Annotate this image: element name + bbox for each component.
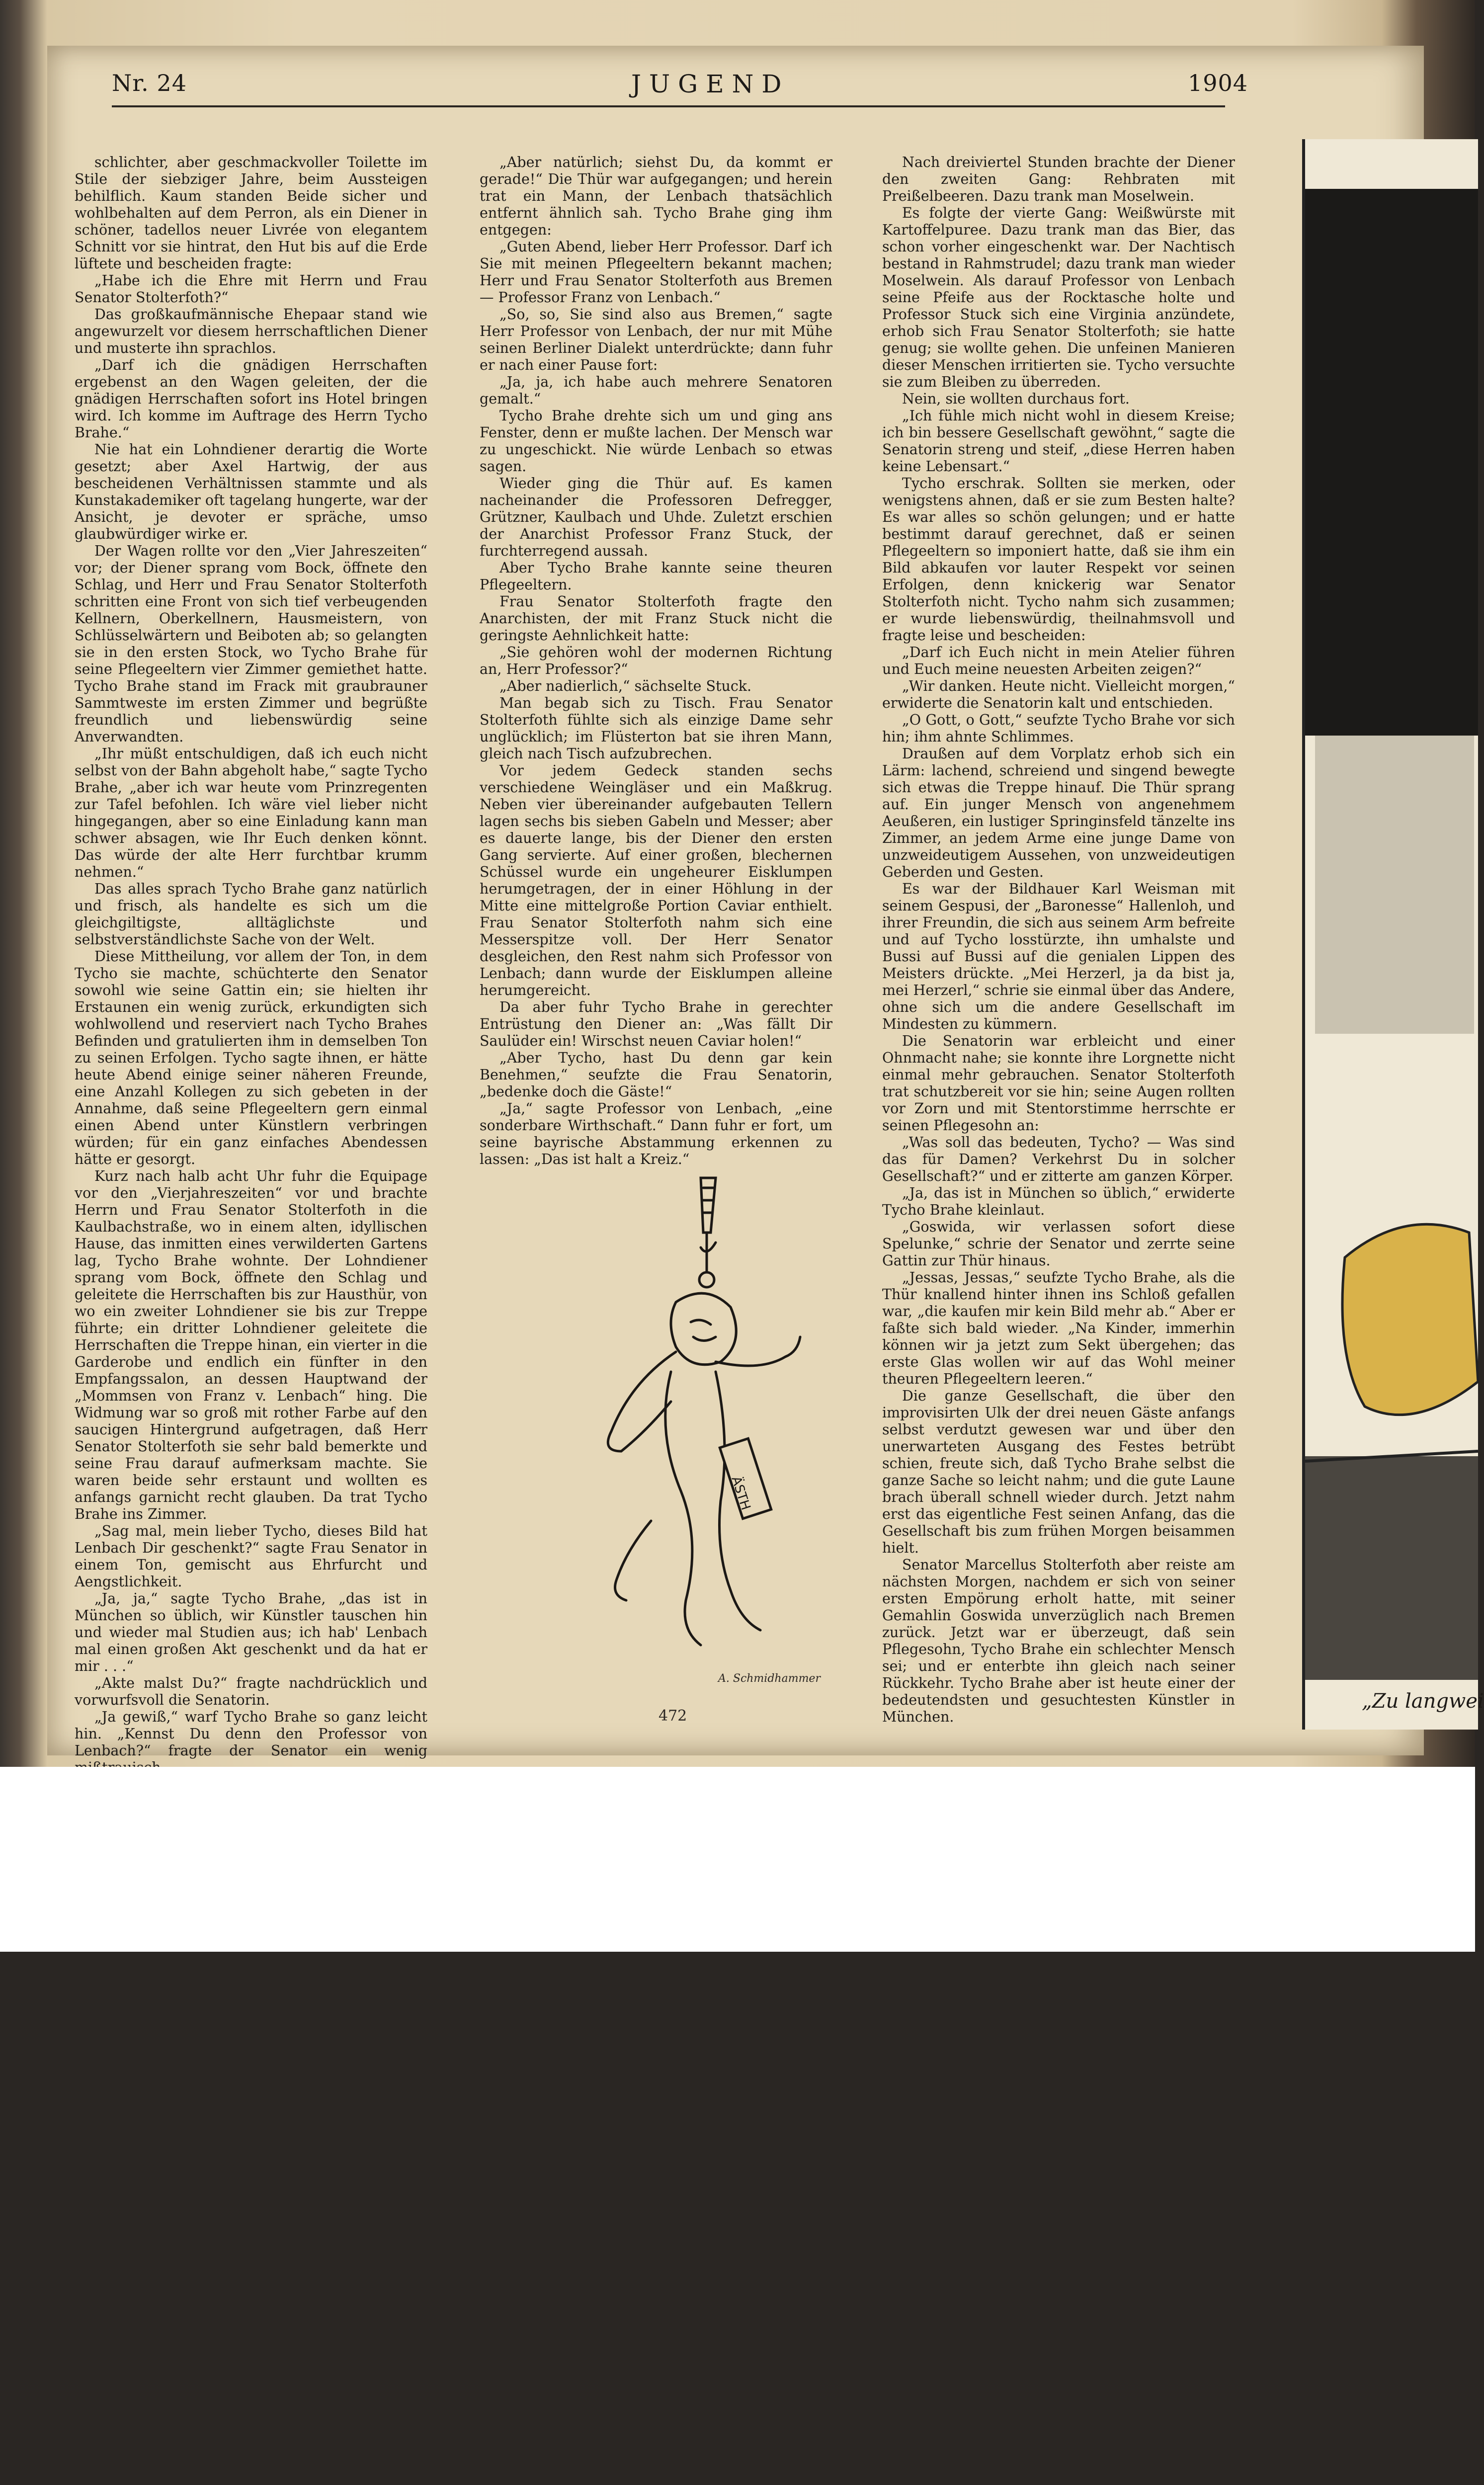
paragraph: „Ja, ja, ich habe auch mehrere Senatoren gemalt.“ <box>480 374 832 407</box>
paragraph: Diese Mittheilung, vor allem der Ton, in dem Tycho sie machte, schüchterte den Senator sowohl wie seine Gattin ein; sie hielten ihr Erstaunen ein wenig zurück, erkundigten sich wohlwollend und reserviert nach Tycho Brahes Befinden und gratulierten ihm in demselben Ton zu seinen Erfolgen. Tycho sagte ihnen, er hätte heute Abend einige seiner näheren Freunde, eine Anzahl Kollegen zu sich gebeten in der Annahme, daß seine Pflegeeltern gern einmal einen Abend unter Künstlern verbringen würden; für ein ganz einfaches Abendessen hätte er gesorgt. <box>75 948 427 1167</box>
paragraph: „Jessas, Jessas,“ seufzte Tycho Brahe, als die Thür knallend hinter ihnen ins Schloß gefallen war, „die kaufen mir kein Bild mehr ab.“ Aber er faßte sich bald wieder. „Na Kinder, immerhin können wir ja jetzt zum Sekt übergehen; das erste Glas wollen wir auf das Wohl meiner theuren Pflegeeltern leeren.“ <box>882 1269 1235 1387</box>
adjacent-page-illustration <box>1302 139 1478 1730</box>
paragraph: „Wir danken. Heute nicht. Vielleicht morgen,“ erwiderte die Senatorin kalt und entschieden. <box>882 678 1235 711</box>
paragraph: „O Gott, o Gott,“ seufzte Tycho Brahe vor sich hin; ihm ahnte Schlimmes. <box>882 712 1235 745</box>
paragraph: Der Wagen rollte vor den „Vier Jahreszeiten“ vor; der Diener sprang vom Bock, öffnete den Schlag, und Herr und Frau Senator Stolterfoth schritten eine Front von sich tief verbeugenden Kellnern, Oberkellnern, Hausmeistern, von Schlüsselwärtern und Beiboten ab; so gelangten sie in den ersten Stock, wo Tycho Brahe für seine Pflegeeltern vier Zimmer gemiethet hatte. Tycho Brahe stand im Frack mit graubrauner Sammtweste im ersten Zimmer und begrüßte freundlich und liebenswürdig seine Anverwandten. <box>75 543 427 745</box>
paragraph: Nie hat ein Lohndiener derartig die Worte gesetzt; aber Axel Hartwig, der aus bescheidenen Verhältnissen stammte und als Kunstakademiker oft tagelang hungerte, war der Ansicht, je devoter er spräche, umso glaubwürdiger wirke er. <box>75 441 427 542</box>
paragraph: „Guten Abend, lieber Herr Professor. Darf ich Sie mit meinen Pflegeeltern bekannt machen; Herr und Frau Senator Stolterfoth aus Bremen — Professor Franz von Lenbach.“ <box>480 239 832 306</box>
paragraph: „Darf ich die gnädigen Herrschaften ergebenst an den Wagen geleiten, der die gnädigen Herrschaften sofort ins Hotel bringen wird. Ich komme im Auftrage des Herrn Tycho Brahe.“ <box>75 357 427 441</box>
paragraph: Tycho Brahe drehte sich um und ging ans Fenster, denn er mußte lachen. Der Mensch war zu ungeschickt. Nie würde Lenbach so etwas sagen. <box>480 408 832 475</box>
paragraph: „Habe ich die Ehre mit Herrn und Frau Senator Stolterfoth?“ <box>75 272 427 306</box>
paragraph: Es folgte der vierte Gang: Weißwürste mit Kartoffelpuree. Dazu trank man das Bier, das schon vorher eingeschenkt war. Der Nachtisch bestand in Rahmstrudel; dazu trank man wieder Moselwein. Als darauf Professor von Lenbach seine Pfeife aus der Rocktasche holte und Professor Stuck sich eine Virginia anzündete, erhob sich Frau Senator Stolterfoth; sie hatte genug; sie wollte gehen. Die unfeinen Manieren dieser Menschen irritierten sie. Tycho versuchte sie zum Bleiben zu überreden. <box>882 205 1235 390</box>
paragraph: Senator Marcellus Stolterfoth aber reiste am nächsten Morgen, nachdem er sich von seiner ersten Empörung erholt hatte, mit seiner Gemahlin Goswida unverzüglich nach Bremen zurück. Jetzt war er überzeugt, daß sein Pflegesohn, Tycho Brahe ein schlechter Mensch sei; und er enterbte ihn gleich nach seiner Rückkehr. Tycho Brahe aber ist heute einer der bedeutendsten und gesuchtesten Künstler in München. <box>882 1557 1235 1725</box>
paragraph: „Sie gehören wohl der modernen Richtung an, Herr Professor?“ <box>480 644 832 677</box>
page-number: 472 <box>659 1707 687 1725</box>
paragraph: „So, so, Sie sind also aus Bremen,“ sagte Herr Professor von Lenbach, der nur mit Mühe seinen Berliner Dialekt unterdrückte; dann fuhr er nach einer Pause fort: <box>480 306 832 373</box>
paragraph: Die Senatorin war erbleicht und einer Ohnmacht nahe; sie konnte ihre Lorgnette nicht einmal mehr gebrauchen. Senator Stolterfoth trat schutzbereit vor sie hin; seine Augen rollten vor Zorn und mit Stentorstimme herrschte er seinen Pflegesohn an: <box>882 1033 1235 1134</box>
paragraph: schlichter, aber geschmackvoller Toilette im Stile der siebziger Jahre, beim Aussteigen behilflich. Kaum standen Beide sicher und wohlbehalten auf dem Perron, als ein Diener in schöner, tadellos neuer Livrée von elegantem Schnitt vor sie hintrat, den Hut bis auf die Erde lüftete und bescheiden fragte: <box>75 154 427 272</box>
paragraph: Die ganze Gesellschaft, die über den improvisirten Ulk der drei neuen Gäste anfangs selbst verdutzt gewesen war und über den unerwarteten Ausgang des Festes betrübt schien, freute sich, daß Tycho Brahe selbst die ganze Sache so leicht nahm; und die gute Laune brach überall schnell wieder durch. Jetzt nahm erst das eigentliche Fest seinen Anfang, das die Gesellschaft bis zum frühen Morgen beisammen hielt. <box>882 1388 1235 1556</box>
paragraph: „Aber nadierlich,“ sächselte Stuck. <box>499 678 752 694</box>
paragraph: Aber Tycho Brahe kannte seine theuren Pflegeeltern. <box>480 560 832 593</box>
paragraph: „Aber Tycho, hast Du denn gar kein Benehmen,“ seufzte die Frau Senatorin, „bedenke doch die Gäste!“ <box>480 1050 832 1100</box>
paragraph: Das alles sprach Tycho Brahe ganz natürlich und frisch, als handelte es sich um die gleichgiltigste, alltäglichste und selbstverständlichste Sache von der Welt. <box>75 881 427 948</box>
sign-text: ÄSTH <box>728 1474 753 1512</box>
issue-year: 1904 <box>1188 70 1248 96</box>
paragraph: „Ja, ja,“ sagte Tycho Brahe, „das ist in München so üblich, wir Künstler tauschen hin und wieder mal Studien aus; ich hab' Lenbach mal einen großen Akt geschenkt und da hat er mir . . .“ <box>75 1590 427 1674</box>
text-column-1 <box>75 154 427 1759</box>
paragraph: „Goswida, wir verlassen sofort diese Spelunke,“ schrie der Senator und zerrte seine Gattin zur Thür hinaus. <box>882 1219 1235 1269</box>
paragraph: Kurz nach halb acht Uhr fuhr die Equipage vor den „Vierjahreszeiten“ vor und brachte Herrn und Frau Senator Stolterfoth in die Kaulbachstraße, wo in einem alten, idyllischen Hause, das inmitten eines verwilderten Gartens lag, Tycho Brahe wohnte. Der Lohndiener sprang vom Bock, öffnete den Schlag und geleitete die Herrschaften bis zur Hausthür, von wo ein zweiter Lohndiener sie bis zur Treppe führte; ein dritter Lohndiener geleitete die Herrschaften die Treppe hinan, ein vierter in die Garderobe und endlich ein fünfter in den Empfangssalon, an dessen Hauptwand der „Mommsen von Franz v. Lenbach“ hing. Die Widmung war so groß mit rother Farbe auf den saucigen Hintergrund aufgetragen, daß Herr Senator Stolterfoth sie sehr bald bemerkte und seine Frau darauf aufmerksam machte. Sie waren beide sehr erstaunt und wollten es anfangs garnicht recht glauben. Da trat Tycho Brahe ins Zimmer. <box>75 1168 427 1522</box>
paragraph: „Ja gewiß,“ warf Tycho Brahe so ganz leicht hin. „Kennst Du denn den Professor von Lenbach?“ fragte der Senator ein wenig <box>75 1709 427 1759</box>
illustration-hanging-figure <box>552 1173 810 1660</box>
adjacent-page-caption: „Zu langwei <box>1362 1690 1484 1713</box>
library-footer <box>0 1767 1475 1952</box>
paragraph: Nach dreiviertel Stunden brachte der Diener den zweiten Gang: Rehbraten mit Preißelbeeren. Dazu trank man Moselwein. <box>882 154 1235 204</box>
illustration-credit: A. Schmidhammer <box>718 1672 821 1685</box>
paragraph: „Was soll das bedeuten, Tycho? — Was sind das für Damen? Verkehrst Du in solcher Gesellschaft?“ und er zitterte am ganzen Körper. <box>882 1134 1235 1184</box>
paragraph: Da aber fuhr Tycho Brahe in gerechter Entrüstung den Diener an: „Was fällt Dir Saulüder ein! Wirschst neuen Caviar holen!“ <box>480 999 832 1049</box>
magazine-title: JUGEND <box>631 70 790 98</box>
paragraph: „Ich fühle mich nicht wohl in diesem Kreise; ich bin bessere Gesellschaft gewöhnt,“ sagte die Senatorin streng und steif, „diese Herren haben keine Lebensart.“ <box>882 408 1235 475</box>
paragraph: Das großkaufmännische Ehepaar stand wie angewurzelt vor diesem herrschaftlichen Diener und musterte ihn sprachlos. <box>75 306 427 356</box>
issue-number: Nr. 24 <box>112 70 187 96</box>
paragraph: Draußen auf dem Vorplatz erhob sich ein Lärm: lachend, schreiend und singend bewegte sich etwas die Treppe hinauf. Die Thür sprang auf. Ein junger Mensch von angenehmem Aeußeren, ein lustiger Springinsfeld tänzelte ins Zimmer, an jedem Arme eine junge Dame von unzweideutigem Aussehen, von unzweideutigen Geberden und Gesten. <box>882 746 1235 880</box>
paragraph: Wieder ging die Thür auf. Es kamen nacheinander die Professoren Defregger, Grützner, Kaulbach und Uhde. Zuletzt erschien der Anarchist Professor Franz Stuck, der furchterregend aussah. <box>480 475 832 559</box>
paragraph: Vor jedem Gedeck standen sechs verschiedene Weingläser und ein Maßkrug. Neben vier übereinander aufgebauten Tellern lagen sechs bis sieben Gabeln und Messer; aber es dauerte lange, bis der Diener den ersten Gang servierte. Auf einer großen, blechernen Schüssel wurde ein ungeheurer Eisklumpen herumgetragen, der in einer Höhlung in der Mitte eine mittelgroße Portion Caviar enthielt. Frau Senator Stolterfoth nahm sich eine Messerspitze voll. Der Herr Senator desgleichen, den Rest nahm sich Professor von Lenbach; dann wurde der Eisklumpen alleine herumgereicht. <box>480 762 832 998</box>
header-rule <box>112 105 1225 107</box>
paragraph: Tycho erschrak. Sollten sie merken, oder wenigstens ahnen, daß er sie zum Besten halte? Es war alles so schön gelungen; und er hatte bestimmt darauf gerechnet, daß er seinen Pflegeeltern so imponiert hatte, daß sie ihm ein Bild abkaufen vor lauter Respekt vor seinen Erfolgen, denn knickerig war Senator Stolterfoth nicht. Tycho nahm sich zusammen; er wurde liebenswürdig, theilnahmsvoll und fragte leise und bescheiden: <box>882 475 1235 644</box>
paragraph: „Aber natürlich; siehst Du, da kommt er gerade!“ Die Thür war aufgegangen; und herein trat ein Mann, der Lenbach thatsächlich entfernt ähnlich sah. Tycho Brahe ging ihm entgegen: <box>480 154 832 238</box>
text-column-2 <box>480 154 832 1167</box>
adjacent-illustration-art <box>1305 139 1478 1730</box>
paragraph: „Ja, das ist in München so üblich,“ erwiderte Tycho Brahe kleinlaut. <box>882 1185 1235 1218</box>
paragraph: Frau Senator Stolterfoth fragte den Anarchisten, der mit Franz Stuck nicht die geringste Aehnlichkeit hatte: <box>480 593 832 644</box>
paragraph: „Ja,“ sagte Professor von Lenbach, „eine sonderbare Wirthschaft.“ Dann fuhr er fort, um seine bayrische Abstammung erkennen zu lassen: „Das ist halt a Kreiz.“ <box>480 1100 832 1167</box>
paragraph: Es war der Bildhauer Karl Weisman mit seinem Gespusi, der „Baronesse“ Hallenloh, und ihrer Freundin, die sich aus seinem Arm befreite und auf Tycho losstürzte, ihn umhalste und Bussi auf Bussi auf die genialen Lippen des Meisters drückte. „Mei Herzerl, ja da bist ja, mei Herzerl,“ schrie sie einmal über das Andere, ohne sich um die andere Gesellschaft im Mindesten zu kümmern. <box>882 881 1235 1032</box>
paragraph: „Akte malst Du?“ fragte nachdrücklich und vorwurfsvoll die Senatorin. <box>75 1675 427 1708</box>
paragraph: „Ihr müßt entschuldigen, daß ich euch nicht selbst von der Bahn abgeholt habe,“ sagte Tycho Brahe, „aber ich war heute vom Prinzregenten zur Tafel befohlen. Ich wäre viel lieber nicht hingegangen, aber so eine Einladung kann man schwer absagen, wie Ihr Euch denken könnt. Das würde der alte Herr furchtbar krumm nehmen.“ <box>75 746 427 880</box>
paragraph: Nein, sie wollten durchaus fort. <box>902 391 1130 407</box>
paragraph: „Sag mal, mein lieber Tycho, dieses Bild hat Lenbach Dir geschenkt?“ sagte Frau Senator in einem Ton, gemischt aus Ehrfurcht und Aengstlichkeit. <box>75 1523 427 1590</box>
paragraph: „Darf ich Euch nicht in mein Atelier führen und Euch meine neuesten Arbeiten zeigen?“ <box>882 644 1235 677</box>
text-column-3 <box>882 154 1235 1725</box>
paragraph: Man begab sich zu Tisch. Frau Senator Stolterfoth fühlte sich als einzige Dame sehr unglücklich; im Flüsterton bat sie ihren Mann, gleich nach Tisch aufzubrechen. <box>480 695 832 762</box>
